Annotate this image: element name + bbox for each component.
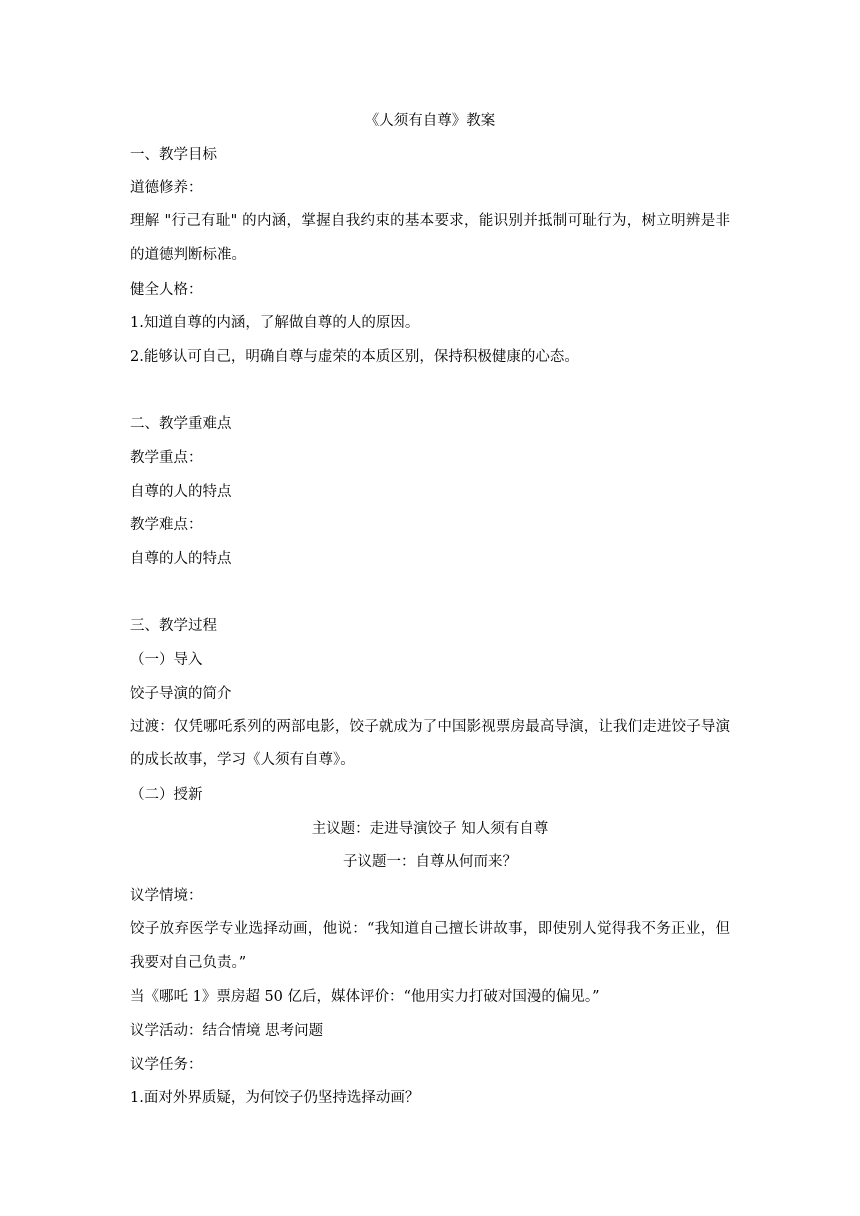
task-label: 议学任务： xyxy=(130,1056,203,1073)
sub-topic-1: 子议题一：自尊从何而来？ xyxy=(343,854,517,871)
main-topic: 主议题：走进导演饺子 知人须有自尊 xyxy=(311,820,549,837)
goal-item-2: 2.能够认可自己，明确自尊与虚荣的本质区别，保持积极健康的心态。 xyxy=(130,348,579,365)
blank-line xyxy=(130,583,730,617)
goal-item-1: 1.知道自尊的内涵，了解做自尊的人的原因。 xyxy=(130,315,420,332)
new-lesson-heading: （二）授新 xyxy=(130,787,203,803)
situation-label: 议学情境： xyxy=(130,888,203,905)
section-heading-teaching-goals: 一、教学目标 xyxy=(130,146,217,163)
intro-heading: （一）导入 xyxy=(130,652,203,669)
section-heading-key-points: 二、教学重难点 xyxy=(130,416,232,433)
blank-line xyxy=(130,381,730,415)
difficult-point-text: 自尊的人的特点 xyxy=(130,551,232,568)
situation-text: 饺子放弃医学专业选择动画，他说：“我知道自己擅长讲故事，即使别人觉得我不务正业，但我要对自己负责。” xyxy=(130,920,730,971)
section-heading-teaching-process: 三、教学过程 xyxy=(130,618,217,635)
transition-text: 过渡：仅凭哪吒系列的两部电影，饺子就成为了中国影视票房最高导演，让我们走进饺子导演的成长故事，学习《人须有自尊》。 xyxy=(130,718,730,769)
key-point-label: 教学重点： xyxy=(130,450,203,466)
media-evaluation-text: 当《哪吒 1》票房超 50 亿后，媒体评价：“他用实力打破对国漫的偏见。” xyxy=(130,989,600,1006)
document-body xyxy=(130,111,730,1122)
document-title: 《人须有自尊》教案 xyxy=(364,113,496,129)
key-point-text: 自尊的人的特点 xyxy=(130,483,232,500)
intro-text: 饺子导演的简介 xyxy=(130,685,232,702)
moral-cultivation-text: 理解 "行己有耻" 的内涵，掌握自我约束的基本要求，能识别并抵制可耻行为，树立明辨是非的道德判断标准。 xyxy=(130,213,730,263)
moral-cultivation-label: 道德修养： xyxy=(130,180,203,197)
difficult-point-label: 教学难点： xyxy=(130,517,203,534)
sound-personality-label: 健全人格： xyxy=(130,281,203,298)
activity-text: 议学活动：结合情境 思考问题 xyxy=(130,1022,324,1039)
task-item-1: 1.面对外界质疑，为何饺子仍坚持选择动画？ xyxy=(130,1090,420,1107)
